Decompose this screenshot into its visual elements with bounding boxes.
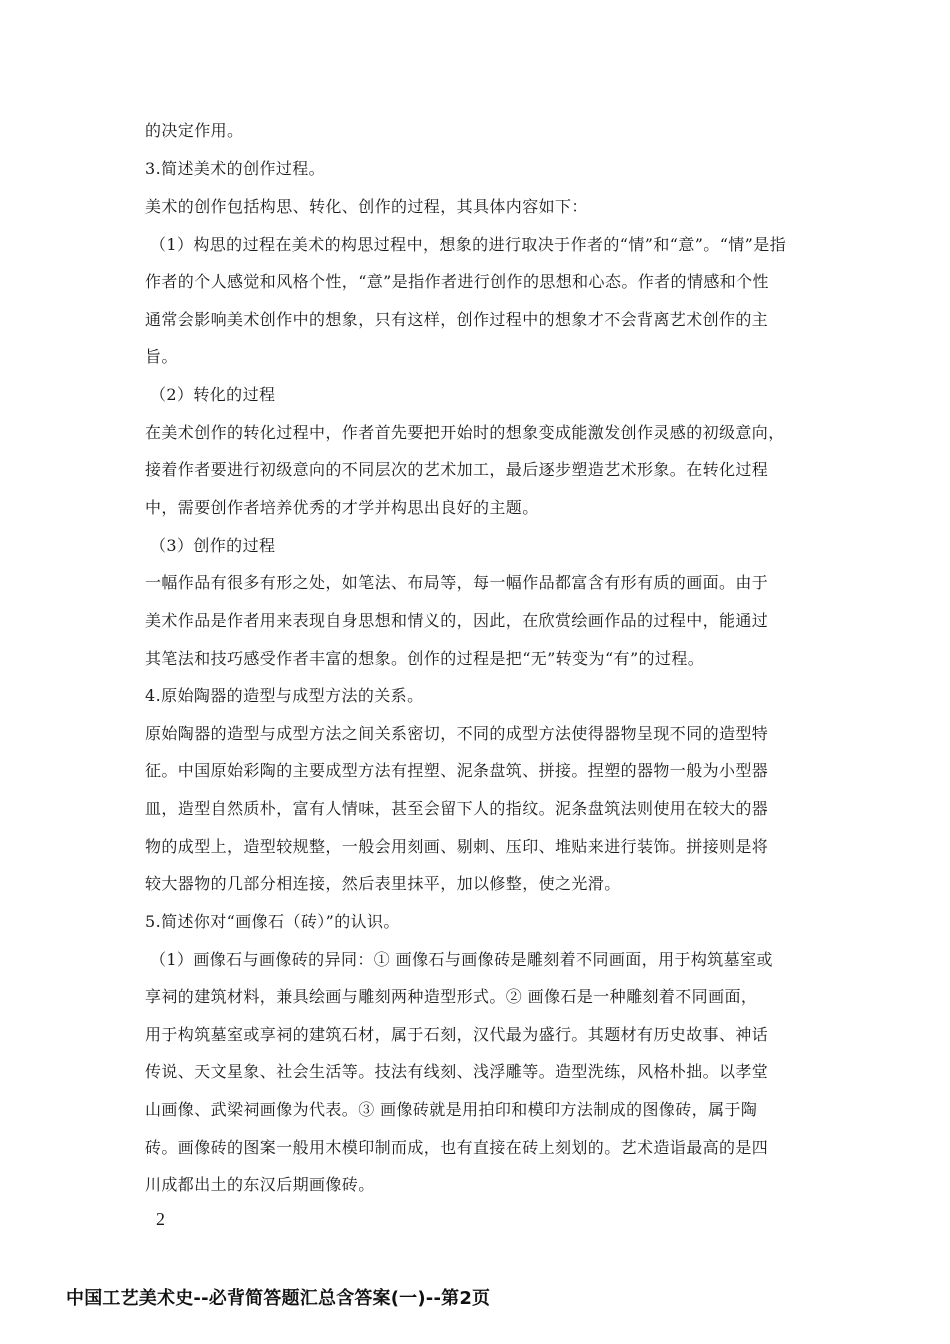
text-line: 通常会影响美术创作中的想象，只有这样，创作过程中的想象才不会背离艺术创作的主 [145,310,769,329]
text-line: 砖。画像砖的图案一般用木模印制而成，也有直接在砖上刻划的。艺术造诣最高的是四 [145,1138,769,1157]
text-line: 美术作品是作者用来表现自身思想和情义的，因此，在欣赏绘画作品的过程中，能通过 [145,611,769,630]
text-line: 其笔法和技巧感受作者丰富的想象。创作的过程是把“无”转变为“有”的过程。 [145,649,705,668]
text-line: 作者的个人感觉和风格个性，“意”是指作者进行创作的思想和心态。作者的情感和个性 [145,272,769,291]
text-line: 享祠的建筑材料，兼具绘画与雕刻两种造型形式。② 画像石是一种雕刻着不同画面， [145,987,758,1006]
text-line: 较大器物的几部分相连接，然后表里抹平，加以修整，使之光滑。 [145,874,621,893]
text-line: （1）构思的过程在美术的构思过程中，想象的进行取决于作者的“情”和“意”。“情”是指 [150,235,787,254]
section-heading: （3）创作的过程 [150,536,276,555]
text-line: 一幅作品有很多有形之处，如笔法、布局等，每一幅作品都富含有形有质的画面。由于 [145,573,769,592]
text-line: 旨。 [145,347,178,366]
text-line: 征。中国原始彩陶的主要成型方法有捏塑、泥条盘筑、拼接。捏塑的器物一般为小型器 [145,761,769,780]
text-line: 在美术创作的转化过程中，作者首先要把开始时的想象变成能激发创作灵感的初级意向， [145,423,785,442]
text-line: 物的成型上，造型较规整，一般会用刻画、剔刺、压印、堆贴来进行装饰。拼接则是将 [145,837,769,856]
text-line: 原始陶器的造型与成型方法之间关系密切，不同的成型方法使得器物呈现不同的造型特 [145,724,769,743]
text-line: （1）画像石与画像砖的异同：① 画像石与画像砖是雕刻着不同画面，用于构筑墓室或 [150,950,773,969]
text-line: 皿，造型自然质朴，富有人情味，甚至会留下人的指纹。泥条盘筑法则使用在较大的器 [145,799,769,818]
question-heading: 5.简述你对“画像石（砖）”的认识。 [145,912,400,931]
text-line: 川成都出土的东汉后期画像砖。 [145,1175,375,1194]
text-line: 用于构筑墓室或享祠的建筑石材，属于石刻，汉代最为盛行。其题材有历史故事、神话 [145,1025,769,1044]
text-line: 接着作者要进行初级意向的不同层次的艺术加工，最后逐步塑造艺术形象。在转化过程 [145,460,769,479]
text-line: 山画像、武梁祠画像为代表。③ 画像砖就是用拍印和模印方法制成的图像砖，属于陶 [145,1100,758,1119]
text-line: 传说、天文星象、社会生活等。技法有线刻、浅浮雕等。造型洗练，风格朴拙。以孝堂 [145,1062,769,1081]
text-line: 中，需要创作者培养优秀的才学并构思出良好的主题。 [145,498,539,517]
text-line: 的决定作用。 [145,121,244,140]
text-line: 美术的创作包括构思、转化、创作的过程，其具体内容如下： [145,197,588,216]
question-heading: 4.原始陶器的造型与成型方法的关系。 [145,686,424,705]
question-heading: 3.简述美术的创作过程。 [145,159,326,178]
page-number: 2 [156,1209,165,1229]
footer-title: 中国工艺美术史--必背简答题汇总含答案(一)--第2页 [66,1288,491,1309]
section-heading: （2）转化的过程 [150,385,276,404]
